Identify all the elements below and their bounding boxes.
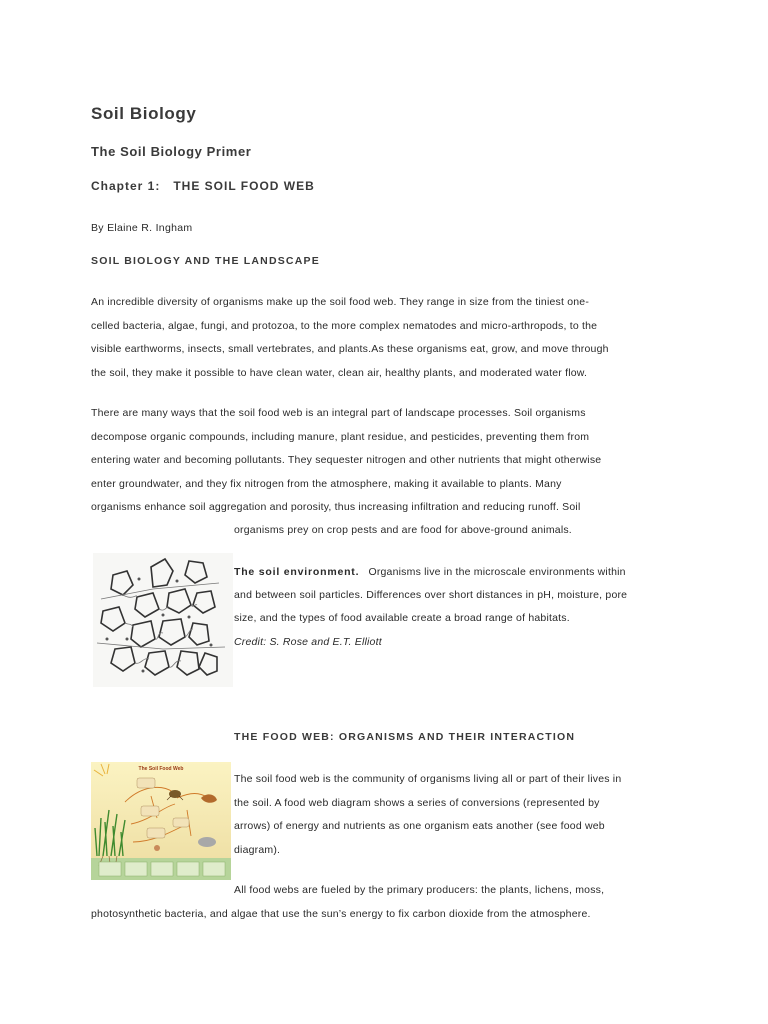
paragraph-line: visible earthworms, insects, small vertebrates, and plants.As these organisms eat, grow, and move through [91, 343, 609, 355]
figure-credit: Credit: S. Rose and E.T. Elliott [234, 636, 382, 648]
paragraph-line: organisms enhance soil aggregation and porosity, thus increasing infiltration and reducing runoff. Soil [91, 501, 581, 513]
paragraph-line: organisms prey on crop pests and are food for above-ground animals. [234, 524, 572, 536]
paragraph-line: The soil food web is the community of organisms living all or part of their lives in [234, 773, 622, 785]
figure-caption-line [234, 566, 626, 578]
paragraph-line: enter groundwater, and they fix nitrogen from the atmosphere, making it available to plants. Many [91, 478, 562, 490]
section-heading-food-web: THE FOOD WEB: ORGANISMS AND THEIR INTERACTION [234, 731, 576, 743]
paragraph-line: the soil. A food web diagram shows a series of conversions (represented by [234, 797, 600, 809]
chapter-heading: Chapter 1: THE SOIL FOOD WEB [91, 179, 315, 193]
paragraph-line: An incredible diversity of organisms make up the soil food web. They range in size from the tiniest one- [91, 296, 590, 308]
section-heading-landscape: SOIL BIOLOGY AND THE LANDSCAPE [91, 255, 320, 267]
figure-caption-text: Organisms live in the microscale environments within [368, 566, 626, 578]
paragraph-line: celled bacteria, algae, fungi, and protozoa, to the more complex nematodes and micro-arthropods, to the [91, 320, 598, 332]
author-line: By Elaine R. Ingham [91, 222, 193, 234]
paragraph-line: the soil, they make it possible to have clean water, clean air, healthy plants, and moderated water flow. [91, 367, 588, 379]
paragraph-line: diagram). [234, 844, 281, 856]
paragraph-line: photosynthetic bacteria, and algae that use the sun’s energy to fix carbon dioxide from the atmosphere. [91, 908, 591, 920]
page-title: Soil Biology [91, 104, 197, 123]
food-web-diagram [91, 762, 231, 880]
paragraph-line: entering water and becoming pollutants. They sequester nitrogen and other nutrients that might otherwise [91, 454, 602, 466]
paragraph-line: arrows) of energy and nutrients as one organism eats another (see food web [234, 820, 605, 832]
soil-particles-sketch [93, 553, 233, 687]
figure-caption-title: The soil environment. [234, 566, 360, 578]
paragraph-line: There are many ways that the soil food web is an integral part of landscape processes. Soil organisms [91, 407, 586, 419]
paragraph-line: decompose organic compounds, including manure, plant residue, and pesticides, preventing them from [91, 431, 590, 443]
food-web-figure [91, 762, 231, 880]
soil-environment-figure [93, 553, 233, 687]
figure-caption-line: and between soil particles. Differences over short distances in pH, moisture, pore [234, 589, 628, 601]
food-web-figure-title: The Soil Food Web [138, 766, 184, 772]
page-subtitle: The Soil Biology Primer [91, 144, 252, 159]
paragraph-line: All food webs are fueled by the primary producers: the plants, lichens, moss, [234, 884, 605, 896]
figure-caption-line: size, and the types of food available create a broad range of habitats. [234, 612, 570, 624]
